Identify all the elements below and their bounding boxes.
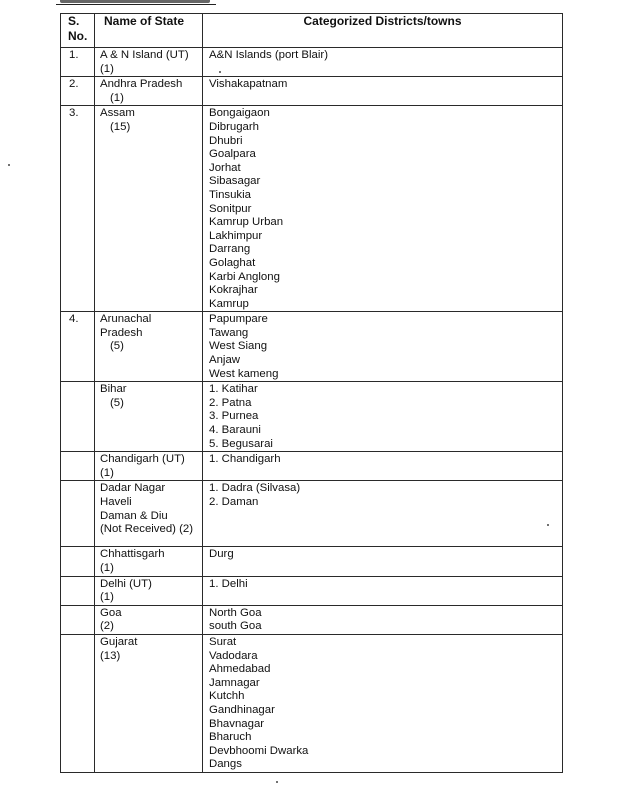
serial-number-cell: 2. [61, 77, 95, 106]
district-item: Vadodara [209, 649, 258, 662]
table-row [61, 106, 563, 312]
top-heading-fragment [56, 0, 216, 6]
serial-number-cell [61, 452, 95, 481]
heading-underline [56, 4, 216, 5]
state-name-cell [95, 634, 203, 772]
district-item: Kutchh [209, 690, 245, 703]
state-name-cell [95, 48, 203, 77]
district-item: North Goa [209, 606, 262, 619]
district-item: 4. Barauni [209, 424, 261, 437]
district-item: Golaghat [209, 256, 256, 269]
state-name-line: (1) [110, 91, 124, 104]
district-item: Sibasagar [209, 175, 261, 188]
district-item: Ahmedabad [209, 663, 271, 676]
state-name-line: (2) [100, 620, 114, 633]
districts-cell [203, 452, 563, 481]
state-name-line: Chhattisgarh [100, 548, 165, 561]
state-name-cell [95, 382, 203, 452]
district-item: 5. Begusarai [209, 437, 273, 450]
state-name-line: (13) [100, 649, 121, 662]
state-name-cell [95, 547, 203, 576]
districts-cell [203, 576, 563, 605]
serial-number-cell [61, 481, 95, 547]
state-name-line: (1) [100, 591, 114, 604]
state-name-line: (1) [100, 62, 114, 75]
serial-number-cell [61, 547, 95, 576]
district-item: Jorhat [209, 161, 241, 174]
table-row [61, 77, 563, 106]
district-item: A&N Islands (port Blair) [209, 49, 329, 61]
district-item: Bongaigaon [209, 107, 270, 120]
district-item: Bharuch [209, 731, 252, 744]
district-item: Dhubri [209, 134, 243, 147]
district-item: West kameng [209, 367, 279, 380]
scan-speck [276, 781, 278, 783]
state-name-line: (Not Received) (2) [100, 523, 194, 536]
serial-number-cell [61, 576, 95, 605]
district-item: 1. Katihar [209, 383, 258, 396]
serial-number-cell [61, 605, 95, 634]
cut-heading-text [60, 0, 210, 3]
header-row [61, 14, 563, 48]
state-name-line: Delhi (UT) [100, 577, 152, 590]
state-name-line: Goa [100, 606, 122, 619]
district-item: Dibrugarh [209, 120, 260, 133]
header-sno: S. No. [61, 14, 95, 48]
state-name-cell [95, 77, 203, 106]
state-name-line: Gujarat [100, 635, 138, 648]
state-name-line: Andhra Pradesh [100, 78, 183, 91]
state-name-cell [95, 576, 203, 605]
state-name-cell [95, 605, 203, 634]
districts-table [60, 13, 563, 773]
district-item: 1. Delhi [209, 577, 248, 590]
serial-number-cell: 4. [61, 312, 95, 382]
districts-cell [203, 312, 563, 382]
district-item: Durg [209, 548, 234, 561]
district-item: West Siang [209, 340, 268, 353]
districts-cell [203, 605, 563, 634]
districts-cell [203, 48, 563, 77]
district-item: Bhavnagar [209, 717, 265, 730]
state-name-line: Haveli [100, 496, 132, 508]
district-item: 3. Purnea [209, 410, 259, 423]
district-item: Lakhimpur [209, 229, 263, 242]
district-item: Surat [209, 635, 237, 648]
districts-cell [203, 382, 563, 452]
districts-cell [203, 106, 563, 312]
districts-cell [203, 77, 563, 106]
district-item: Kamrup [209, 297, 249, 310]
state-name-line: (5) [110, 340, 124, 353]
district-item: 1. Chandigarh [209, 453, 281, 466]
state-name-cell [95, 312, 203, 382]
table-row [61, 452, 563, 481]
header-state: Name of State [95, 14, 203, 48]
district-item: Kokrajhar [209, 284, 258, 297]
state-name-cell [95, 452, 203, 481]
scan-speck [8, 164, 10, 166]
district-item: Sonitpur [209, 202, 252, 215]
districts-cell [203, 547, 563, 576]
table-row [61, 547, 563, 576]
state-name-line: Arunachal [100, 313, 152, 326]
district-item: Papumpare [209, 313, 268, 326]
table-row [61, 48, 563, 77]
state-name-line: Bihar [100, 383, 127, 396]
serial-number-cell: 1. [61, 48, 95, 77]
district-item: south Goa [209, 620, 262, 633]
district-item: Darrang [209, 243, 251, 256]
table-row [61, 481, 563, 547]
state-name-cell [95, 106, 203, 312]
state-name-line: (15) [110, 120, 131, 133]
serial-number-cell [61, 382, 95, 452]
district-item: Kamrup Urban [209, 216, 284, 229]
district-item: Karbi Anglong [209, 270, 280, 283]
districts-cell [203, 481, 563, 547]
district-item: Anjaw [209, 354, 241, 367]
header-districts: Categorized Districts/towns [203, 14, 563, 48]
state-name-line: (1) [100, 466, 114, 479]
table-row [61, 576, 563, 605]
scan-speck [547, 524, 549, 526]
district-item: Devbhoomi Dwarka [209, 744, 309, 757]
scan-speck [219, 71, 221, 73]
district-item: 1. Dadra (Silvasa) [209, 482, 301, 495]
table-row [61, 312, 563, 382]
state-name-line: Assam [100, 107, 135, 120]
district-item: Gandhinagar [209, 703, 275, 716]
table-row [61, 382, 563, 452]
state-name-line: A & N Island (UT) [100, 49, 189, 61]
serial-number-cell [61, 634, 95, 772]
state-name-line: (5) [110, 396, 124, 409]
state-name-line: Chandigarh (UT) [100, 453, 185, 466]
table-row [61, 634, 563, 772]
table-row [61, 605, 563, 634]
districts-cell [203, 634, 563, 772]
state-name-line: Dadar Nagar [100, 482, 166, 495]
state-name-line: Pradesh [100, 326, 143, 339]
district-item: Dangs [209, 758, 242, 771]
table-body [61, 48, 563, 773]
state-name-cell [95, 481, 203, 547]
district-item: Goalpara [209, 148, 256, 161]
district-item: Tinsukia [209, 188, 251, 201]
district-item: Tawang [209, 326, 249, 339]
district-item: Vishakapatnam [209, 78, 288, 91]
state-name-line: Daman & Diu [100, 509, 168, 522]
district-item: 2. Daman [209, 496, 259, 508]
district-item: Jamnagar [209, 676, 260, 689]
district-item: 2. Patna [209, 396, 252, 409]
serial-number-cell: 3. [61, 106, 95, 312]
state-name-line: (1) [100, 562, 114, 574]
